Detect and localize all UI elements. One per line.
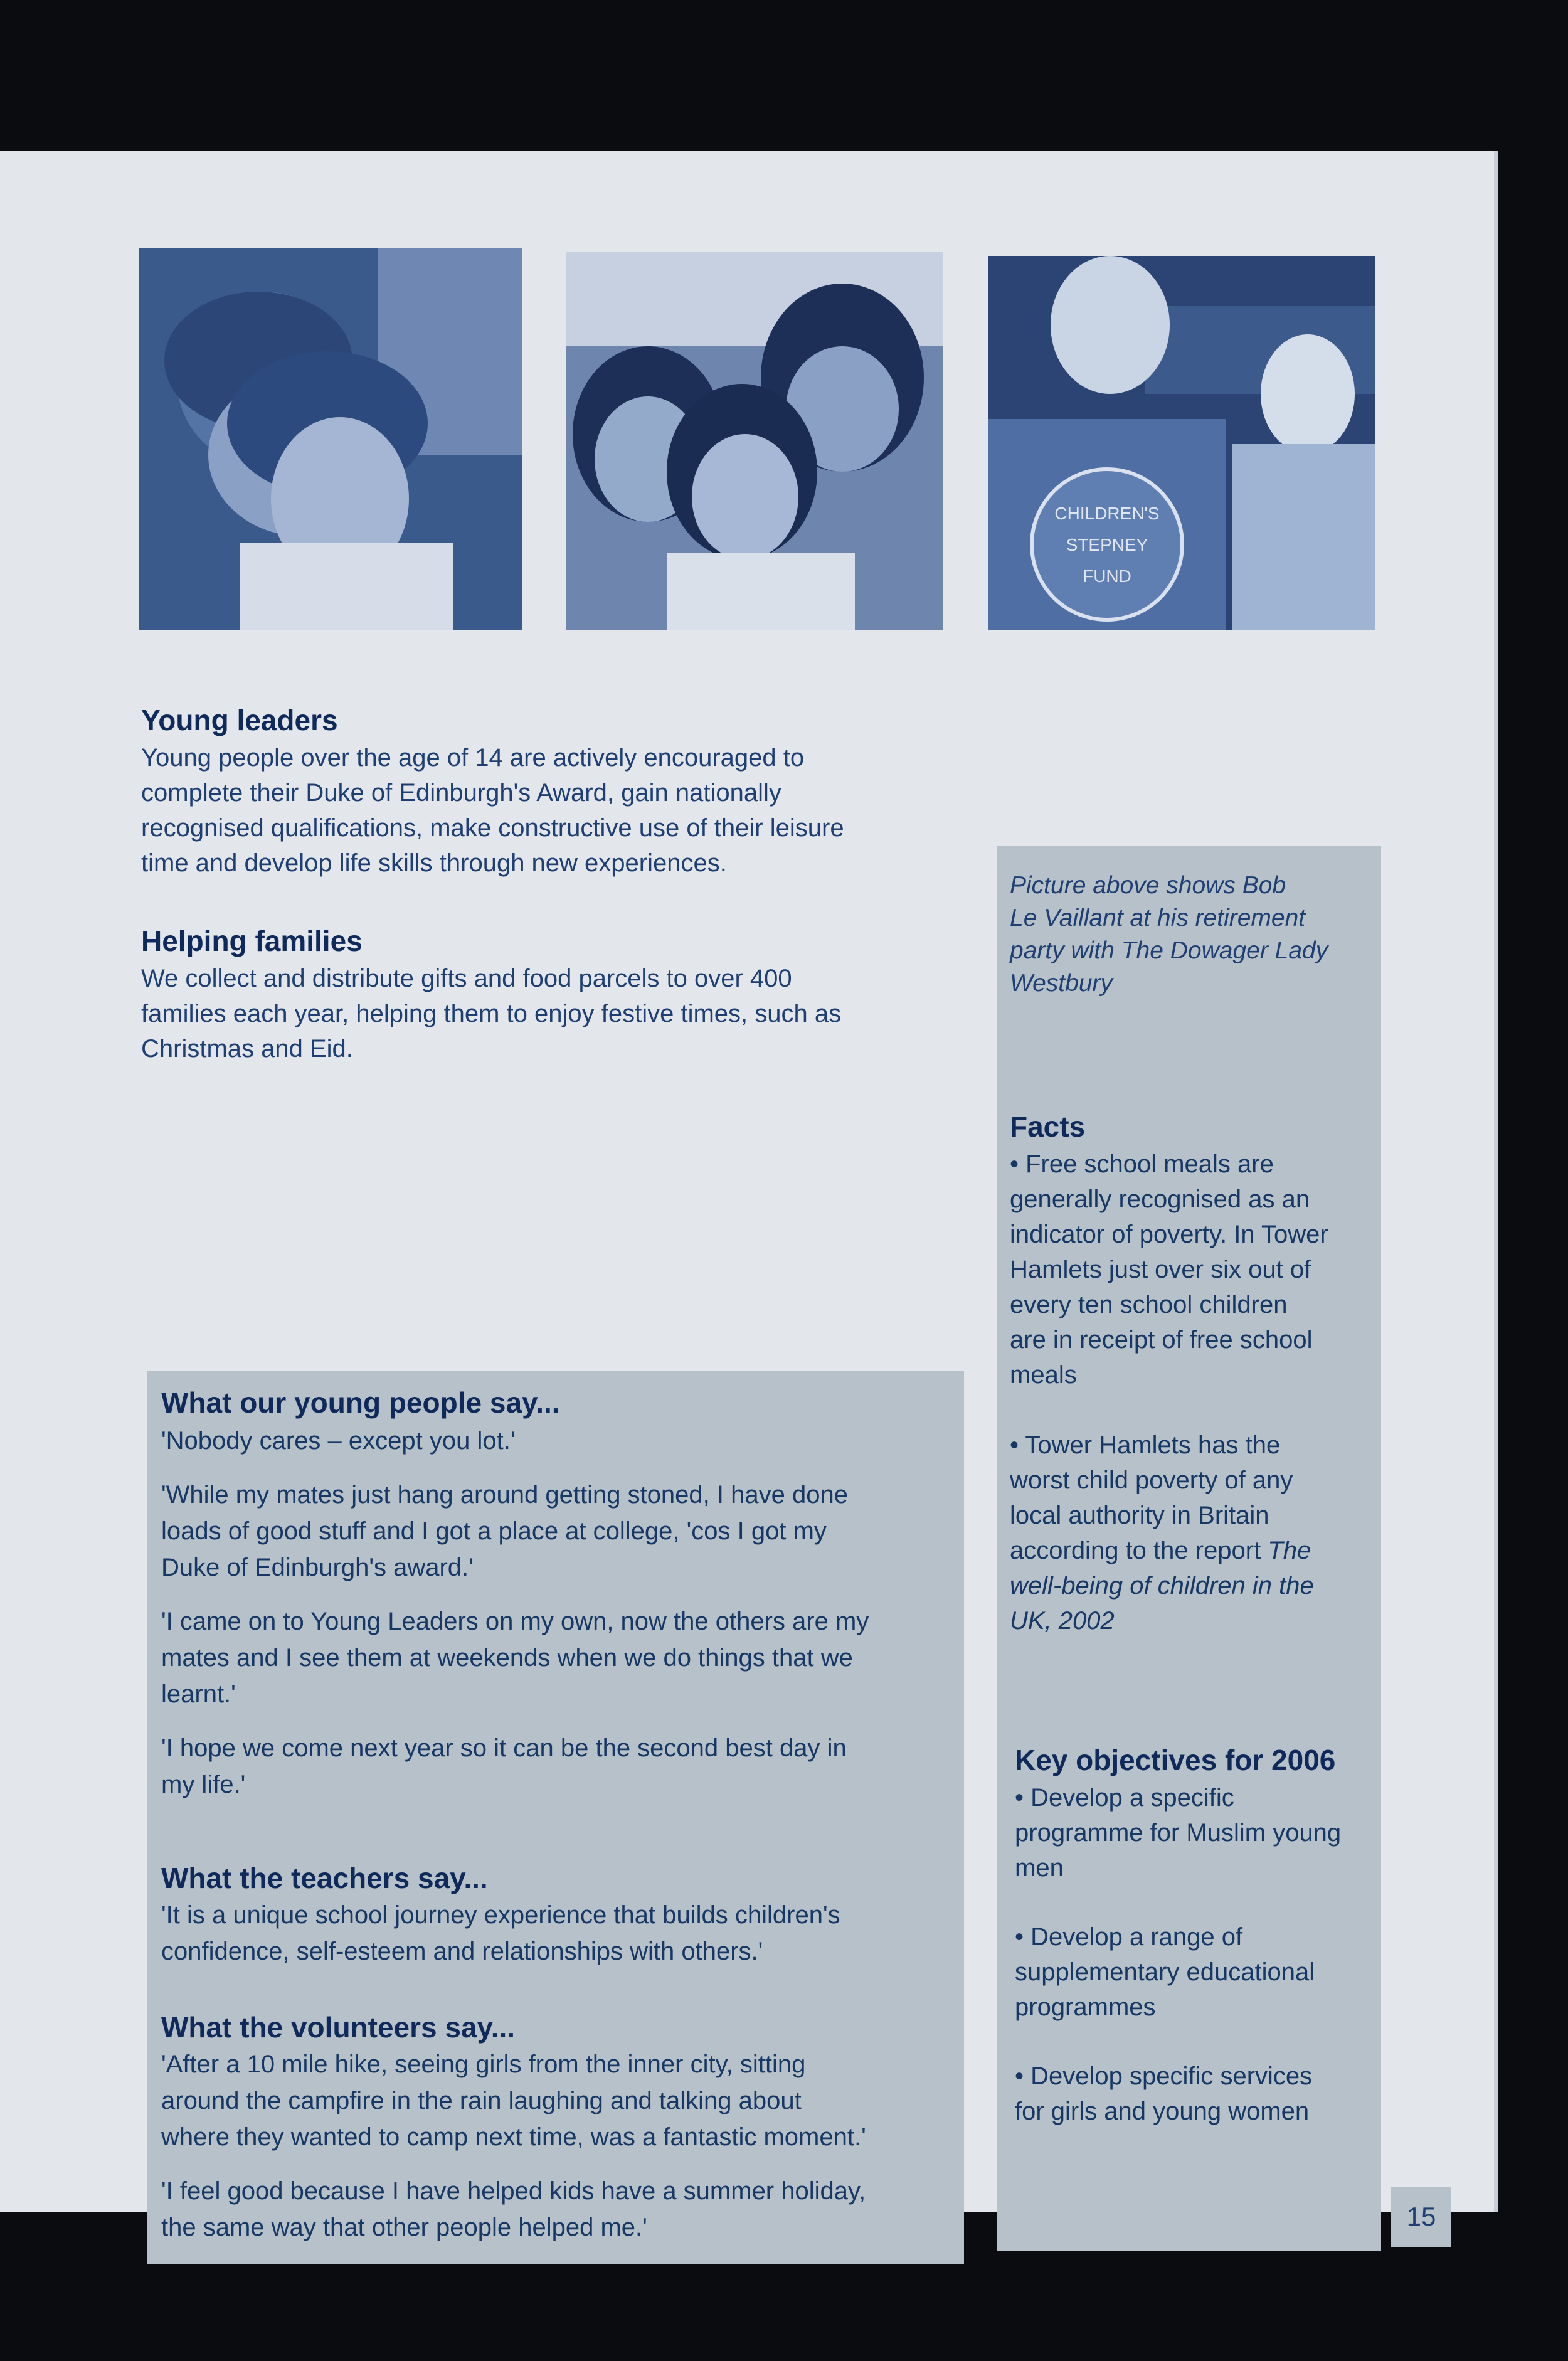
young-quote-3-line-3: learnt.' (161, 1680, 236, 1708)
young-quote-4-line-2: my life.' (161, 1771, 246, 1798)
badge-text-top: CHILDREN'S (1054, 504, 1160, 523)
young-leaders-heading: Young leaders (141, 704, 338, 736)
fact-1-line-7: meals (1010, 1361, 1077, 1389)
objective-1-line-3: men (1015, 1854, 1064, 1882)
young-leaders-line-4: time and develop life skills through new experiences. (141, 849, 727, 877)
photo-boys-helmets (139, 248, 522, 630)
photo-bob-le-vaillant-icon (988, 256, 1375, 630)
young-leaders-line-3: recognised qualifications, make constructive use of their leisure (141, 814, 844, 842)
fact-2-line-3: local authority in Britain (1010, 1502, 1269, 1529)
sidebar-panel (997, 846, 1381, 2251)
photo-three-girls (566, 252, 943, 630)
fact-1-line-2: generally recognised as an (1010, 1186, 1310, 1213)
teachers-quote-line-2: confidence, self-esteem and relationships with others.' (161, 1938, 763, 1965)
caption-line-4: Westbury (1010, 970, 1113, 997)
helping-families-line-3: Christmas and Eid. (141, 1035, 353, 1063)
helping-families-line-2: families each year, helping them to enjoy festive times, such as (141, 1000, 842, 1027)
page-number: 15 (1406, 2202, 1436, 2231)
young-quote-2-line-3: Duke of Edinburgh's award.' (161, 1554, 474, 1581)
objective-2-line-3: programmes (1015, 1993, 1156, 2021)
young-people-heading: What our young people say... (161, 1386, 560, 1419)
fact-2-line-4 (1010, 1533, 1311, 1568)
young-leaders-line-2: complete their Duke of Edinburgh's Award, gain nationally (141, 779, 781, 807)
facts-heading: Facts (1010, 1110, 1086, 1143)
photo-boys-helmets-icon (139, 248, 522, 630)
fact-2-line-1: • Tower Hamlets has the (1010, 1431, 1281, 1459)
objective-3-line-2: for girls and young women (1015, 2098, 1310, 2125)
teachers-quote-line-1: 'It is a unique school journey experience that builds children's (161, 1901, 840, 1929)
page-number-box (1391, 2187, 1451, 2247)
objectives-heading: Key objectives for 2006 (1015, 1744, 1336, 1776)
volunteers-quote-2-line-2: the same way that other people helped me.' (161, 2214, 647, 2241)
helping-families-line-1: We collect and distribute gifts and food parcels to over 400 (141, 965, 792, 992)
helping-families-heading: Helping families (141, 925, 363, 957)
fact-1-line-6: are in receipt of free school (1010, 1326, 1313, 1354)
fact-2-line-2: worst child poverty of any (1010, 1467, 1293, 1494)
volunteers-quote-1-line-1: 'After a 10 mile hike, seeing girls from the inner city, sitting (161, 2051, 806, 2078)
caption-line-1: Picture above shows Bob (1010, 872, 1286, 899)
young-quote-4-line-1: 'I hope we come next year so it can be the second best day in (161, 1734, 847, 1762)
photo-three-girls-icon (566, 252, 943, 630)
volunteers-quote-1-line-2: around the campfire in the rain laughing and talking about (161, 2087, 802, 2114)
fact-2-line-4-text: according to the report (1010, 1537, 1261, 1564)
badge-text-bottom: FUND (1083, 566, 1131, 586)
photo-bob-le-vaillant (988, 256, 1375, 630)
young-quote-2-line-2: loads of good stuff and I got a place at college, 'cos I got my (161, 1517, 827, 1545)
report-title-part-3 (1010, 1603, 1115, 1638)
volunteers-quote-2-line-1: 'I feel good because I have helped kids have a summer holiday, (161, 2177, 866, 2205)
brochure-page (0, 151, 1494, 2241)
young-quote-1: 'Nobody cares – except you lot.' (161, 1427, 516, 1455)
objective-1-line-1: • Develop a specific (1015, 1784, 1234, 1812)
volunteers-quote-1-line-3: where they wanted to camp next time, was a fantastic moment.' (161, 2123, 866, 2151)
objective-3-line-1: • Develop specific services (1015, 2062, 1313, 2090)
report-title-part-1: The (1268, 1537, 1311, 1564)
caption-line-2: Le Vaillant at his retirement (1010, 905, 1306, 931)
fact-1-line-4: Hamlets just over six out of (1010, 1256, 1311, 1283)
young-quote-3-line-1: 'I came on to Young Leaders on my own, now the others are my (161, 1608, 869, 1635)
objective-2-line-1: • Develop a range of (1015, 1923, 1243, 1951)
young-quote-2-line-1: 'While my mates just hang around getting stoned, I have done (161, 1481, 848, 1509)
caption-line-3: party with The Dowager Lady (1010, 937, 1328, 964)
report-title-part-2-text: well-being of children in the (1010, 1572, 1314, 1600)
report-title-part-2 (1010, 1568, 1314, 1603)
fact-1-line-3: indicator of poverty. In Tower (1010, 1221, 1328, 1248)
fact-1-line-1: • Free school meals are (1010, 1150, 1274, 1178)
report-title-part-3-text: UK, 2002 (1010, 1607, 1115, 1635)
badge-text-mid: STEPNEY (1066, 535, 1148, 554)
young-quote-3-line-2: mates and I see them at weekends when we do things that we (161, 1644, 853, 1672)
objective-2-line-2: supplementary educational (1015, 1958, 1315, 1986)
fact-1-line-5: every ten school children (1010, 1291, 1288, 1318)
quotes-panel (147, 1371, 964, 2264)
teachers-heading: What the teachers say... (161, 1862, 488, 1894)
objective-1-line-2: programme for Muslim young (1015, 1819, 1342, 1847)
young-leaders-line-1: Young people over the age of 14 are actively encouraged to (141, 744, 805, 772)
volunteers-heading: What the volunteers say... (161, 2011, 516, 2044)
